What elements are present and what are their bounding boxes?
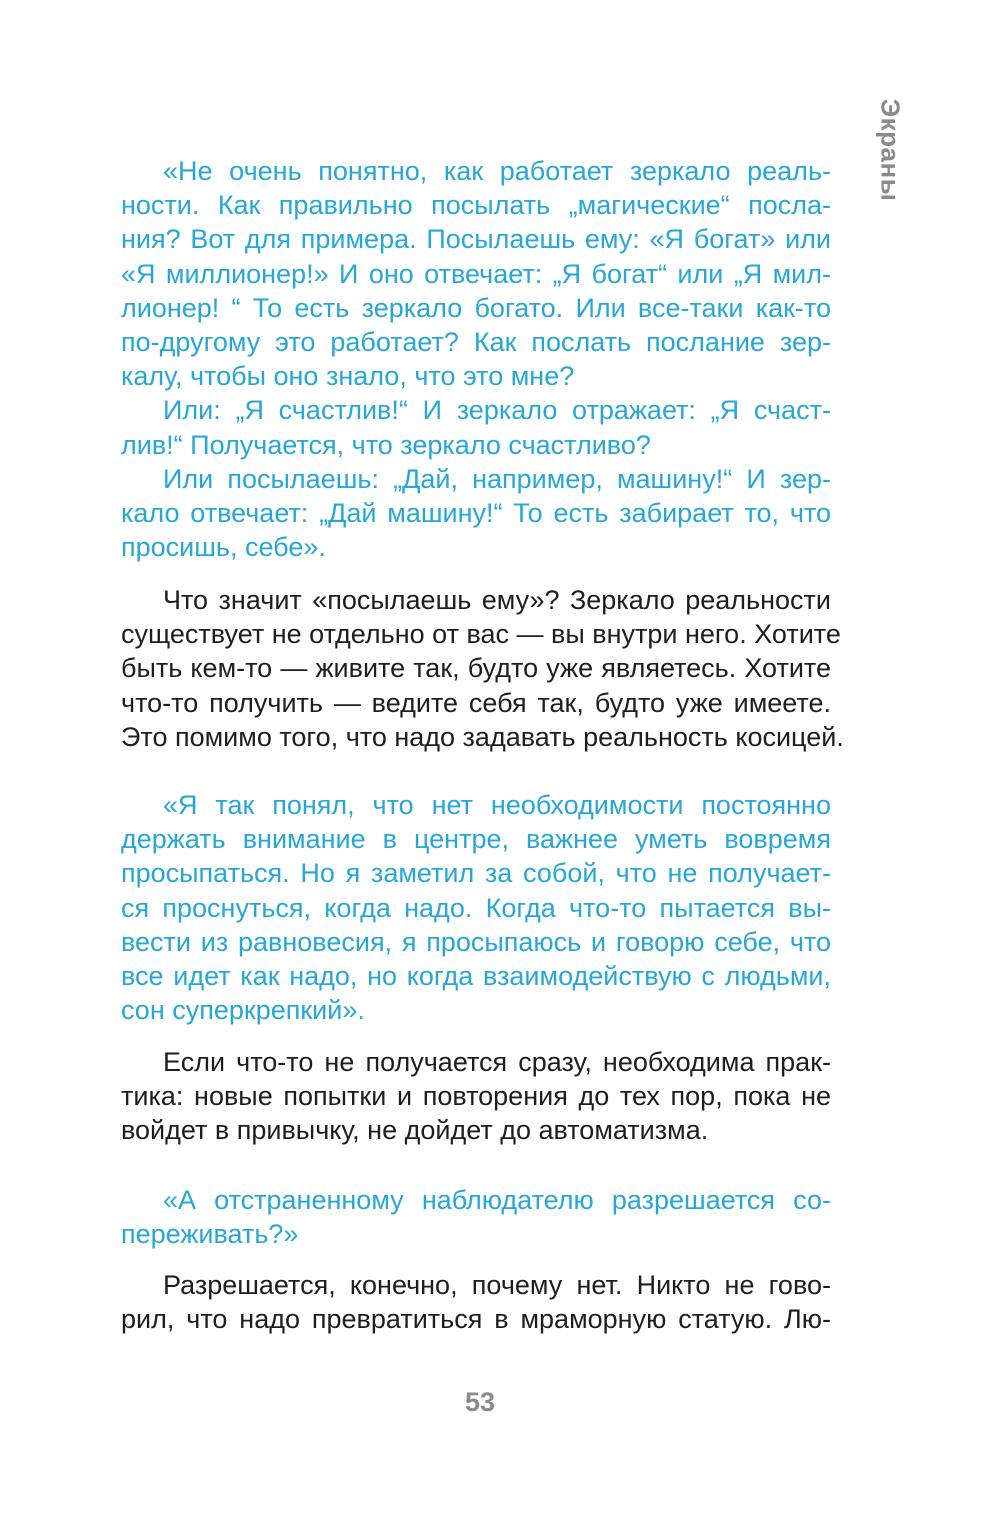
text-line: калу, чтобы оно знало, что это мне?	[121, 361, 575, 392]
text-line: Или посылаешь: „Дай, например, машину!“ И зер-	[163, 463, 831, 494]
text-line: переживать?»	[121, 1219, 299, 1250]
text-line: что-то получить — ведите себя так, будто уже имеете.	[121, 687, 831, 718]
text-line: тика: новые попытки и повторения до тех пор, пока не	[121, 1081, 831, 1112]
text-line: просишь, себе».	[121, 532, 326, 563]
text-line: вести из равновесия, я просыпаюсь и говорю себе, что	[121, 926, 831, 957]
text-line: все идет как надо, но когда взаимодействую с людьми,	[121, 961, 831, 992]
text-line: держать внимание в центре, важнее уметь вовремя	[121, 824, 831, 855]
text-line: войдет в привычку, не дойдет до автоматизма.	[121, 1115, 709, 1146]
text-line: Что значит «посылаешь ему»? Зеркало реальности	[163, 585, 831, 615]
text-line: ности. Как правильно посылать „магические“ посла-	[121, 190, 831, 221]
running-head	[868, 98, 912, 202]
reader-question-3	[121, 1183, 831, 1251]
text-line: «Не очень понятно, как работает зеркало реаль-	[163, 156, 831, 186]
text-line: «Я так понял, что нет необходимости постоянно	[163, 790, 831, 820]
author-answer-3	[121, 1268, 831, 1336]
text-line: существует не отдельно от вас — вы внутри него. Хотите	[121, 619, 841, 650]
text-line: ся проснуться, когда надо. Когда что-то пытается вы-	[121, 892, 831, 923]
running-head-text: Экраны	[875, 98, 906, 202]
reader-question-2	[121, 788, 831, 1027]
author-answer-1	[121, 583, 844, 754]
text-line: Разрешается, конечно, почему нет. Никто не гово-	[163, 1270, 831, 1300]
text-line: просыпаться. Но я заметил за собой, что не получает-	[121, 858, 831, 889]
text-line: «А отстраненному наблюдателю разрешается со-	[163, 1185, 831, 1215]
text-line: «Я миллионер!» И оно отвечает: „Я богат“ или „Я мил-	[121, 258, 831, 289]
text-line: быть кем-то — живите так, будто уже являетесь. Хотите	[121, 653, 831, 684]
reader-question-1	[121, 154, 831, 564]
text-line: лионер! “ То есть зеркало богато. Или все-таки как-то	[121, 292, 831, 323]
text-line: ния? Вот для примера. Посылаешь ему: «Я богат» или	[121, 224, 831, 255]
text-line: Или: „Я счастлив!“ И зеркало отражает: „Я счаст-	[163, 395, 831, 426]
page-number: 53	[464, 1387, 496, 1417]
text-line: лив!“ Получается, что зеркало счастливо?	[121, 429, 651, 460]
text-line: рил, что надо превратиться в мраморную статую. Лю-	[121, 1304, 831, 1335]
text-line: по-другому это работает? Как послать послание зер-	[121, 327, 831, 358]
author-answer-2	[121, 1045, 831, 1148]
text-line: Если что-то не получается сразу, необходима прак-	[163, 1047, 831, 1077]
text-line: Это помимо того, что надо задавать реальность косицей.	[121, 721, 844, 752]
text-line: кало отвечает: „Дай машину!“ То есть забирает то, что	[121, 498, 831, 529]
text-line: сон суперкрепкий».	[121, 995, 365, 1026]
